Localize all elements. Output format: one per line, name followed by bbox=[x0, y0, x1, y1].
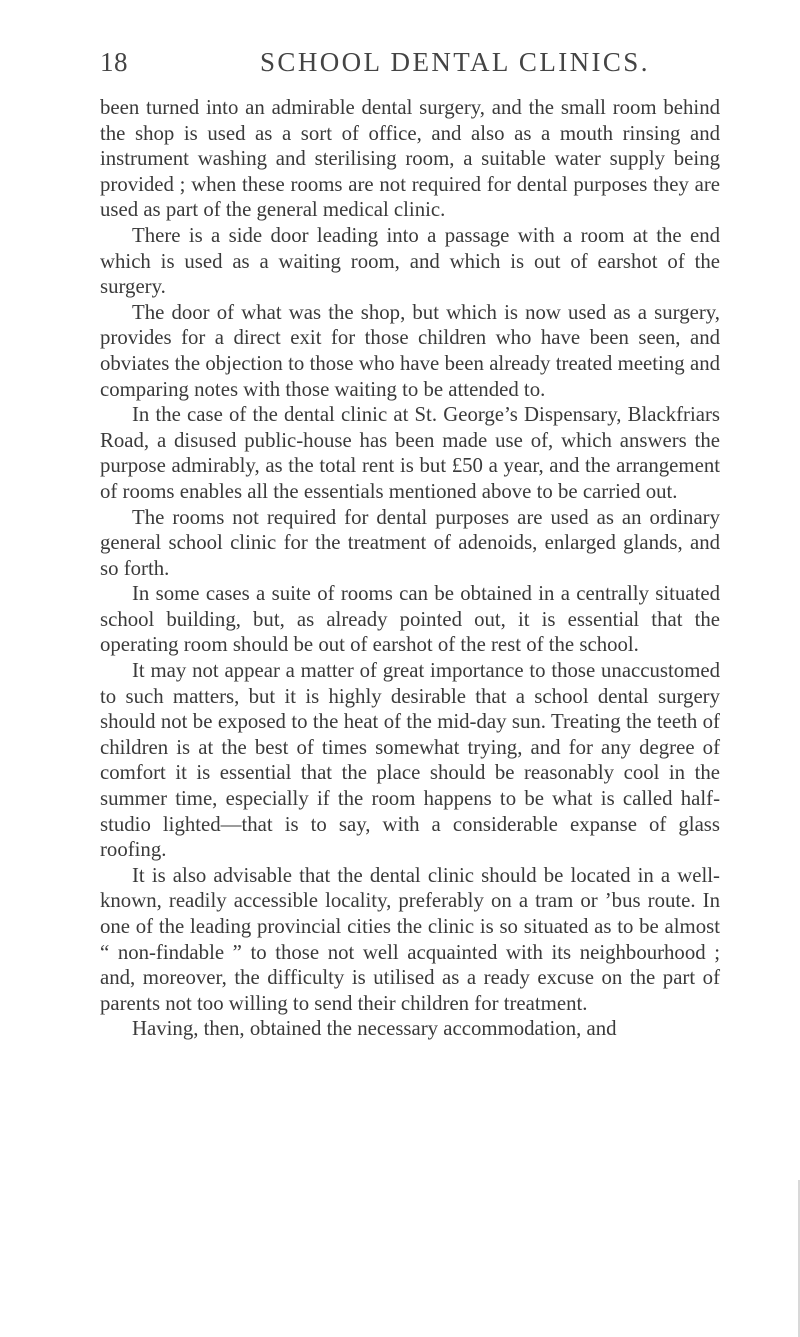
paragraph-4: In the case of the dental clinic at St. George’s Dispensary, Blackfriars Road, a disused public-house has been made use of, which answers the purpose admirably, as the total rent is but £50 a year, and the arrangement of rooms enables all the essentials mentioned above to be carried out. bbox=[100, 403, 720, 503]
paragraph-6: In some cases a suite of rooms can be obtained in a centrally situated school building, but, as already pointed out, it is essential that the operating room should be out of earshot of the rest of the school. bbox=[100, 582, 720, 657]
paragraph-1: been turned into an admirable dental surgery, and the small room behind the shop is used as a sort of office, and also as a mouth rinsing and instrument washing and sterilising room, a suitable water supply being provided ; when these rooms are not required for dental purposes they are used as part of the general medical clinic. bbox=[100, 96, 720, 222]
paragraph-9: Having, then, obtained the necessary accommodation, and bbox=[132, 1017, 617, 1041]
page-header bbox=[100, 47, 720, 87]
paragraph-5: The rooms not required for dental purposes are used as an ordinary general school clinic for the treatment of adenoids, enlarged glands, and so forth. bbox=[100, 505, 720, 580]
paragraph-3: The door of what was the shop, but which is now used as a surgery, provides for a direct exit for those children who have been seen, and obviates the objection to those who have been already treated meeting and comparing notes with those waiting to be attended to. bbox=[100, 300, 720, 401]
running-title: SCHOOL DENTAL CLINICS. bbox=[260, 47, 650, 77]
body-text bbox=[100, 95, 720, 1042]
page-number: 18 bbox=[100, 47, 128, 77]
paragraph-7: It may not appear a matter of great importance to those unaccustomed to such matters, but it is highly desirable that a school dental surgery should not be exposed to the heat of the mid-day sun. Treating the teeth of children is at the best of times somewhat trying, and for any degree of comfort it is essential that the place should be reasonably cool in the summer time, especially if the room happens to be what is called half-studio lighted—that is to say, with a considerable expanse of glass roofing. bbox=[100, 659, 720, 862]
paragraph-2: There is a side door leading into a passage with a room at the end which is used as a waiting room, and which is out of earshot of the surgery. bbox=[100, 223, 720, 299]
paragraph-8: It is also advisable that the dental clinic should be located in a well-known, readily accessible locality, preferably on a tram or ’bus route. In one of the leading provincial cities the clinic is so situated as to be almost “ non-findable ” to those not well acquainted with its neighbourhood ; and, moreover, the difficulty is utilised as a ready excuse on the part of parents not too willing to send their children for treatment. bbox=[100, 863, 720, 1015]
